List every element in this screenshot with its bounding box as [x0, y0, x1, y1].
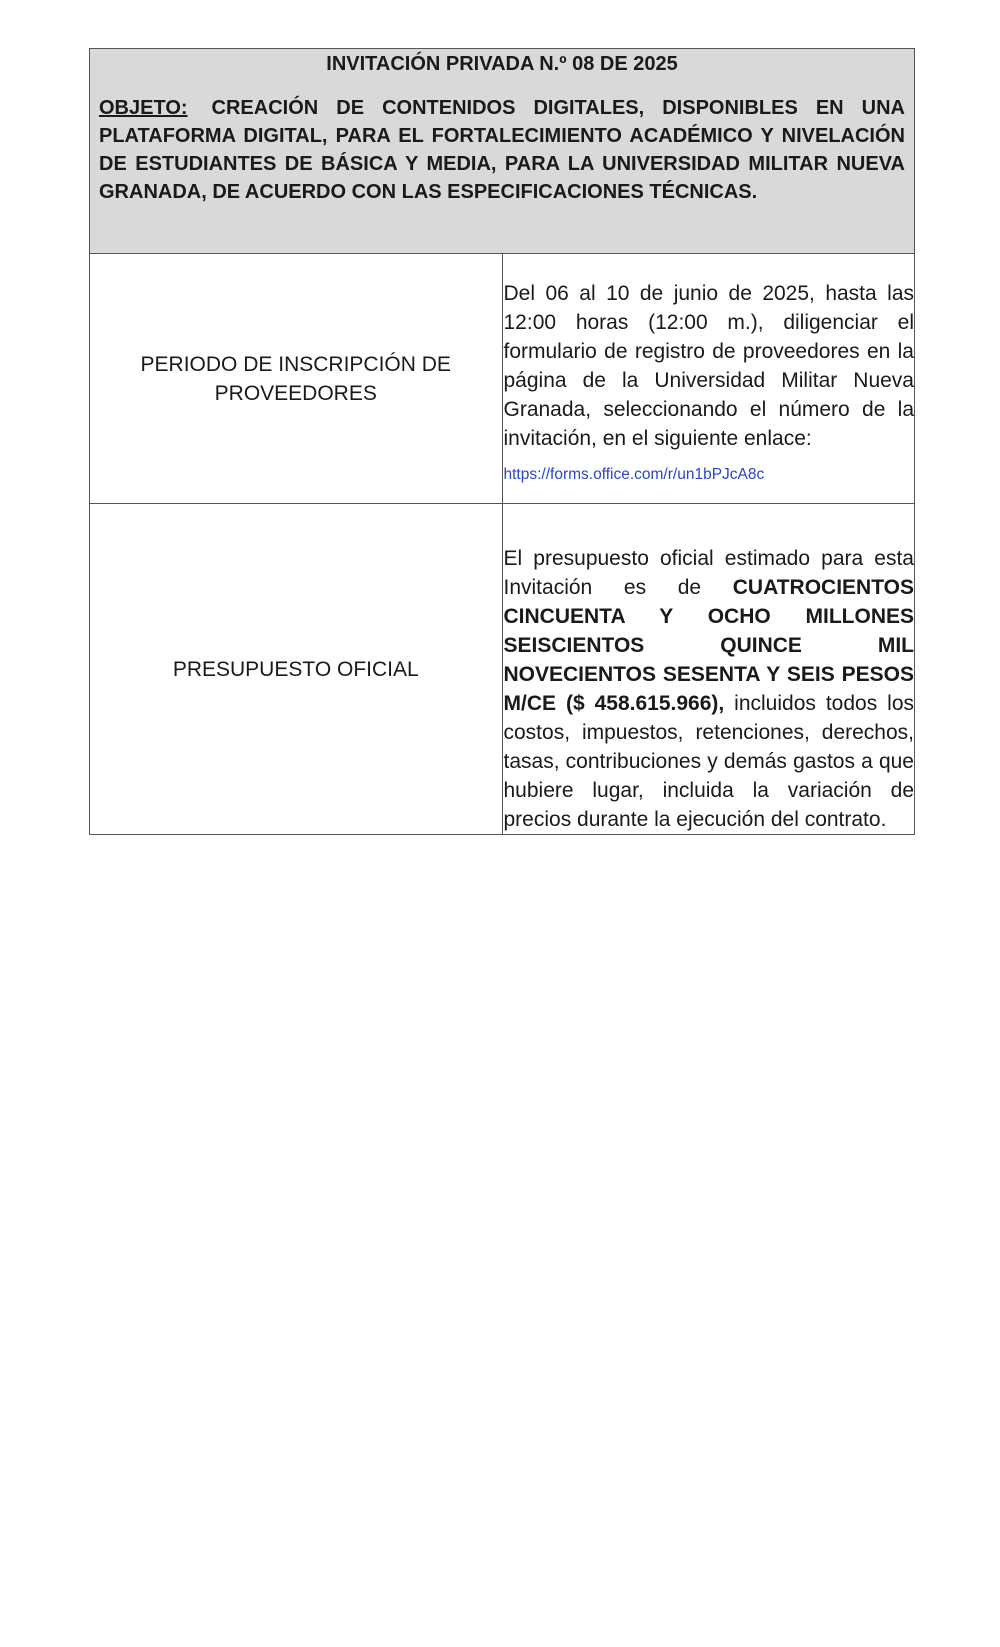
- header-cell: [90, 49, 915, 254]
- budget-content-cell: [502, 504, 915, 835]
- period-row: [90, 254, 915, 504]
- period-label-cell: [90, 254, 503, 504]
- invitation-table: [89, 48, 915, 835]
- object-label: OBJETO:: [99, 97, 188, 119]
- period-text: Del 06 al 10 de junio de 2025, hasta las 12:00 horas (12:00 m.), diligenciar el formulario de registro de proveedores en la página de la Universidad Militar Nueva Granada, seleccionando el número de la invitación, en el siguiente enlace:: [503, 282, 914, 450]
- registration-form-link[interactable]: https://forms.office.com/r/un1bPJcA8c: [503, 466, 765, 483]
- header-row: [90, 49, 915, 254]
- budget-text-intro: El presupuesto oficial estimado para esta Invitación es de: [503, 547, 914, 599]
- budget-amount: CUATROCIENTOS CINCUENTA Y OCHO MILLONES SEISCIENTOS QUINCE MIL NOVECIENTOS SESENTA Y SEIS PESOS M/CE ($ 458.615.966),: [503, 576, 914, 715]
- budget-label: PRESUPUESTO OFICIAL: [172, 657, 419, 681]
- invitation-title: INVITACIÓN PRIVADA N.º 08 DE 2025: [326, 53, 678, 75]
- object-text: CREACIÓN DE CONTENIDOS DIGITALES, DISPONIBLES EN UNA PLATAFORMA DIGITAL, PARA EL FORTALECIMIENTO ACADÉMICO Y NIVELACIÓN DE ESTUDIANTES DE BÁSICA Y MEDIA, PARA LA UNIVERSIDAD MILITAR NUEVA GRANADA, DE ACUERDO CON LAS ESPECIFICACIONES TÉCNICAS.: [99, 97, 905, 203]
- period-content-cell: [502, 254, 915, 504]
- budget-row: [90, 504, 915, 835]
- object-description: [99, 94, 905, 206]
- budget-label-cell: [90, 504, 503, 835]
- budget-text: [504, 544, 915, 834]
- budget-text-rest: incluidos todos los costos, impuestos, retenciones, derechos, tasas, contribuciones y demás gastos a que hubiere lugar, incluida la variación de precios durante la ejecución del contrato.: [503, 692, 915, 831]
- period-label: PERIODO DE INSCRIPCIÓN DE PROVEEDORES: [140, 352, 451, 405]
